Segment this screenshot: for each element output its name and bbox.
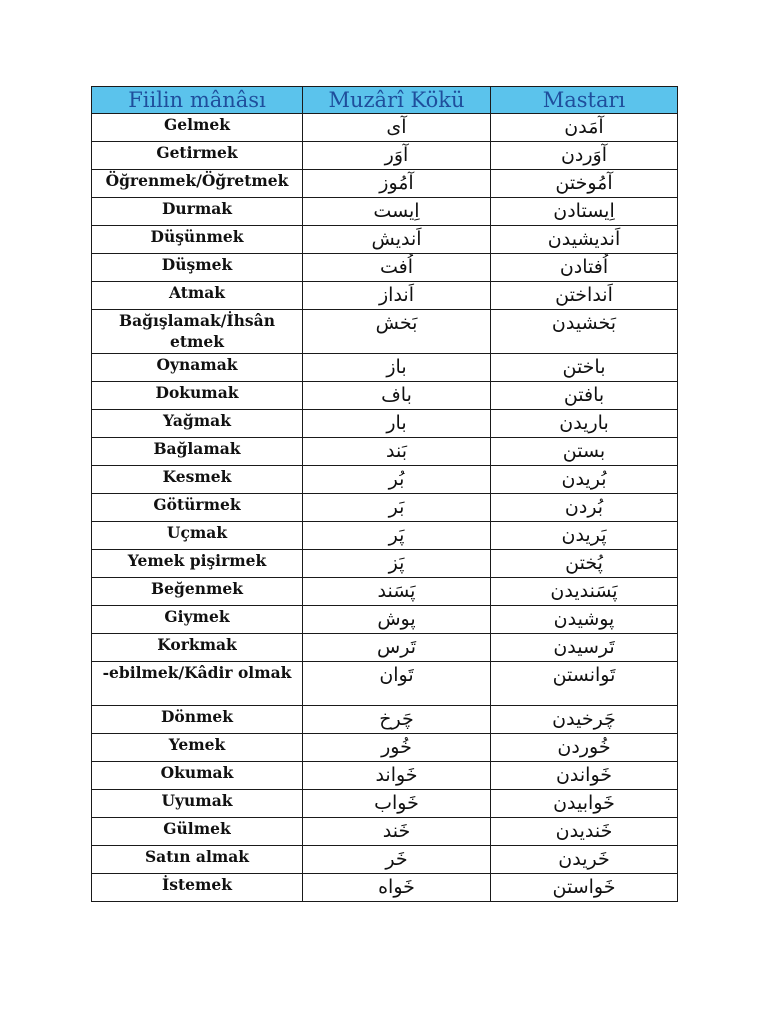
verb-meaning-cell: Bağışlamak/İhsân etmek [92, 310, 303, 354]
present-root-cell: بَخش [303, 310, 491, 354]
verb-meaning-cell: Bağlamak [92, 438, 303, 466]
table-header [92, 87, 678, 114]
table-row [92, 762, 678, 790]
verb-meaning-cell: Korkmak [92, 634, 303, 662]
table-row [92, 310, 678, 354]
infinitive-cell: خَواستن [491, 874, 678, 902]
table-row [92, 226, 678, 254]
table-row [92, 198, 678, 226]
table-row [92, 550, 678, 578]
verb-meaning-cell: Uçmak [92, 522, 303, 550]
verb-meaning-cell: Dokumak [92, 382, 303, 410]
verb-meaning-cell: Yemek pişirmek [92, 550, 303, 578]
table-row [92, 734, 678, 762]
present-root-cell: باز [303, 354, 491, 382]
present-root-cell: خَند [303, 818, 491, 846]
present-root-cell: آی [303, 114, 491, 142]
present-root-cell: پَسَند [303, 578, 491, 606]
present-root-cell: خَواه [303, 874, 491, 902]
table-row [92, 874, 678, 902]
table-row [92, 522, 678, 550]
present-root-cell: بار [303, 410, 491, 438]
verb-meaning-cell: Atmak [92, 282, 303, 310]
present-root-cell: خَواب [303, 790, 491, 818]
table-row [92, 606, 678, 634]
present-root-cell: اِیست [303, 198, 491, 226]
present-root-cell: تَوان [303, 662, 491, 706]
infinitive-cell: اِیستادن [491, 198, 678, 226]
infinitive-cell: بُردن [491, 494, 678, 522]
verb-meaning-cell: Satın almak [92, 846, 303, 874]
table-row [92, 790, 678, 818]
verb-meaning-cell: Yemek [92, 734, 303, 762]
table-row [92, 438, 678, 466]
verb-meaning-cell: Oynamak [92, 354, 303, 382]
header-row [92, 87, 678, 114]
table-row [92, 634, 678, 662]
present-root-cell: پَر [303, 522, 491, 550]
verb-meaning-cell: Giymek [92, 606, 303, 634]
present-root-cell: اُفت [303, 254, 491, 282]
infinitive-cell: پَسَندیدن [491, 578, 678, 606]
verb-meaning-cell: İstemek [92, 874, 303, 902]
verb-meaning-cell: Düşünmek [92, 226, 303, 254]
present-root-cell: آوَر [303, 142, 491, 170]
verb-meaning-cell: Durmak [92, 198, 303, 226]
header-meaning: Fiilin mânâsı [92, 87, 303, 114]
present-root-cell: آمُوز [303, 170, 491, 198]
infinitive-cell: بستن [491, 438, 678, 466]
verb-meaning-cell: Gelmek [92, 114, 303, 142]
infinitive-cell: باختن [491, 354, 678, 382]
table-row [92, 410, 678, 438]
verb-meaning-cell: Gülmek [92, 818, 303, 846]
header-present-root: Muzârî Kökü [303, 87, 491, 114]
table-row [92, 382, 678, 410]
infinitive-cell: چَرخیدن [491, 706, 678, 734]
infinitive-cell: آوَردن [491, 142, 678, 170]
infinitive-cell: خَریدن [491, 846, 678, 874]
infinitive-cell: تَوانستن [491, 662, 678, 706]
present-root-cell: خَواند [303, 762, 491, 790]
infinitive-cell: پَریدن [491, 522, 678, 550]
infinitive-cell: اُفتادن [491, 254, 678, 282]
present-root-cell: خُور [303, 734, 491, 762]
table-row [92, 254, 678, 282]
present-root-cell: چَرخ [303, 706, 491, 734]
verb-meaning-cell: Dönmek [92, 706, 303, 734]
table-row [92, 706, 678, 734]
verb-meaning-cell: Getirmek [92, 142, 303, 170]
verb-meaning-cell: Götürmek [92, 494, 303, 522]
present-root-cell: پَز [303, 550, 491, 578]
table-row [92, 578, 678, 606]
table-row [92, 142, 678, 170]
table-row [92, 846, 678, 874]
infinitive-cell: اَنداختن [491, 282, 678, 310]
infinitive-cell: آمَدن [491, 114, 678, 142]
present-root-cell: اَنداز [303, 282, 491, 310]
verb-meaning-cell: Kesmek [92, 466, 303, 494]
infinitive-cell: بُریدن [491, 466, 678, 494]
infinitive-cell: پوشیدن [491, 606, 678, 634]
table-row [92, 818, 678, 846]
infinitive-cell: خُوردن [491, 734, 678, 762]
infinitive-cell: تَرسیدن [491, 634, 678, 662]
infinitive-cell: بَخشیدن [491, 310, 678, 354]
present-root-cell: اَندیش [303, 226, 491, 254]
verb-table [91, 86, 678, 902]
table-row [92, 114, 678, 142]
verb-meaning-cell: Düşmek [92, 254, 303, 282]
infinitive-cell: خَواندن [491, 762, 678, 790]
verb-meaning-cell: -ebilmek/Kâdir olmak [92, 662, 303, 706]
verb-meaning-cell: Uyumak [92, 790, 303, 818]
present-root-cell: تَرس [303, 634, 491, 662]
present-root-cell: پوش [303, 606, 491, 634]
infinitive-cell: خَندیدن [491, 818, 678, 846]
table-row [92, 170, 678, 198]
table-row [92, 662, 678, 706]
table-row [92, 466, 678, 494]
verb-meaning-cell: Yağmak [92, 410, 303, 438]
table-body [92, 114, 678, 902]
header-infinitive: Mastarı [491, 87, 678, 114]
present-root-cell: بَند [303, 438, 491, 466]
table-row [92, 494, 678, 522]
infinitive-cell: خَوابیدن [491, 790, 678, 818]
present-root-cell: خَر [303, 846, 491, 874]
infinitive-cell: باریدن [491, 410, 678, 438]
infinitive-cell: آمُوختن [491, 170, 678, 198]
infinitive-cell: بافتن [491, 382, 678, 410]
infinitive-cell: اَندیشیدن [491, 226, 678, 254]
present-root-cell: بَر [303, 494, 491, 522]
verb-meaning-cell: Okumak [92, 762, 303, 790]
table-row [92, 282, 678, 310]
verb-meaning-cell: Öğrenmek/Öğretmek [92, 170, 303, 198]
verb-meaning-cell: Beğenmek [92, 578, 303, 606]
present-root-cell: باف [303, 382, 491, 410]
infinitive-cell: پُختن [491, 550, 678, 578]
table-row [92, 354, 678, 382]
present-root-cell: بُر [303, 466, 491, 494]
